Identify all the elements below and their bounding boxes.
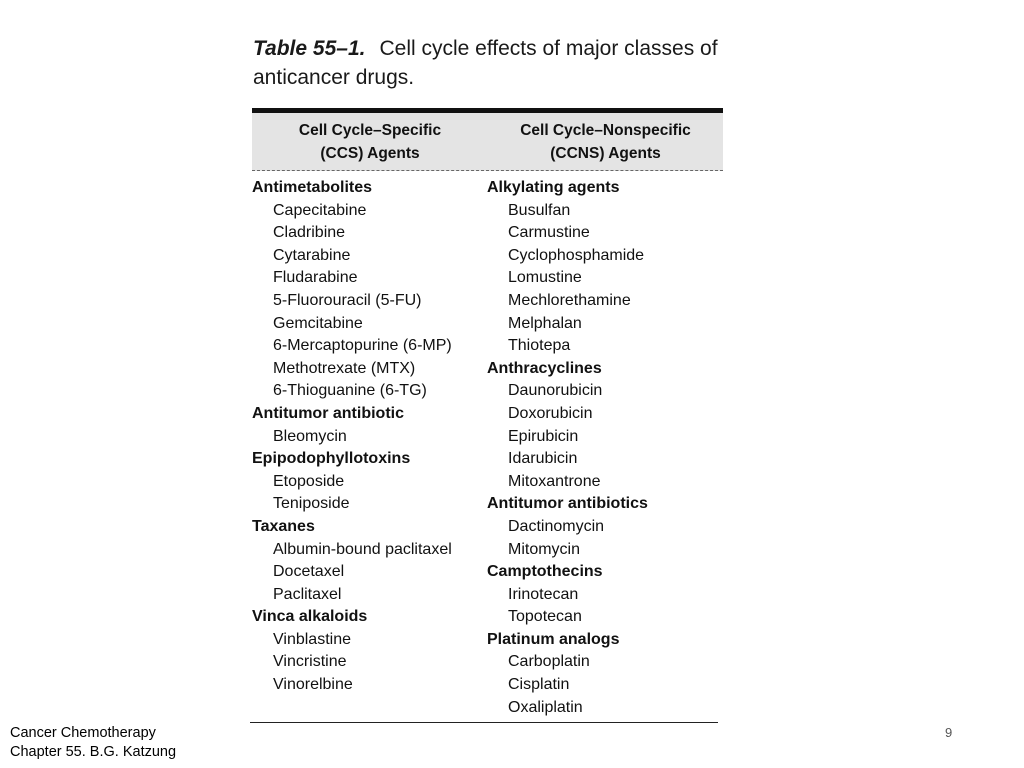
header-ccns-line1: Cell Cycle–Nonspecific — [520, 121, 691, 139]
ccs-drug-item: Methotrexate (MTX) — [273, 359, 416, 377]
ccs-drug-item: 5-Fluorouracil (5-FU) — [273, 291, 422, 309]
ccns-drug-item: Idarubicin — [508, 450, 578, 468]
ccs-group-heading: Vinca alkaloids — [252, 608, 368, 626]
ccns-group-heading: Platinum analogs — [487, 630, 620, 648]
table-caption: Cell cycle effects of major classes of anticancer drugs. — [253, 37, 718, 89]
ccns-drug-item: Cisplatin — [508, 676, 570, 694]
ccs-drug-item: Vinblastine — [273, 630, 351, 648]
ccns-drug-item: Doxorubicin — [508, 404, 593, 422]
header-ccns — [488, 113, 723, 170]
ccs-column — [252, 177, 487, 719]
footer-line2: Chapter 55. B.G. Katzung — [10, 744, 177, 760]
ccs-drug-item: Capecitabine — [273, 201, 367, 219]
ccs-group-heading: Epipodophyllotoxins — [252, 450, 411, 468]
header-ccs — [252, 113, 488, 170]
table-number: Table 55–1. — [253, 37, 366, 60]
ccs-drug-item: Fludarabine — [273, 269, 358, 287]
ccs-drug-item: Albumin-bound paclitaxel — [273, 540, 452, 558]
ccns-drug-item: Mitomycin — [508, 540, 581, 558]
ccns-drug-item: Thiotepa — [508, 337, 571, 355]
footer-line1: Cancer Chemotherapy — [10, 725, 156, 741]
ccns-drug-item: Busulfan — [508, 201, 571, 219]
ccs-drug-item: Paclitaxel — [273, 585, 342, 603]
ccns-group-heading: Antitumor antibiotics — [487, 495, 648, 513]
ccns-drug-item: Carboplatin — [508, 653, 590, 671]
ccns-drug-item: Daunorubicin — [508, 382, 603, 400]
drug-table — [252, 108, 723, 719]
footer — [10, 724, 176, 762]
ccs-group-heading: Antitumor antibiotic — [252, 404, 404, 422]
ccns-drug-item: Topotecan — [508, 608, 582, 626]
table-bottom-rule — [250, 722, 718, 723]
table-header — [252, 113, 723, 171]
ccns-drug-item: Carmustine — [508, 224, 590, 242]
ccs-drug-item: Docetaxel — [273, 563, 345, 581]
ccs-group-heading: Taxanes — [252, 517, 315, 535]
ccs-drug-item: Vinorelbine — [273, 676, 353, 694]
ccs-drug-item: Teniposide — [273, 495, 350, 513]
ccs-drug-item: Gemcitabine — [273, 314, 363, 332]
ccns-drug-item: Oxaliplatin — [508, 698, 583, 716]
ccns-drug-item: Mitoxantrone — [508, 472, 601, 490]
header-ccs-line1: Cell Cycle–Specific — [298, 121, 442, 139]
ccns-drug-item: Epirubicin — [508, 427, 579, 445]
header-ccns-line2: (CCNS) Agents — [550, 144, 661, 162]
ccs-group-heading: Antimetabolites — [252, 179, 373, 196]
ccs-drug-item: 6-Thioguanine (6-TG) — [273, 382, 427, 400]
ccs-drug-item: Cladribine — [273, 224, 346, 242]
ccs-drug-item: Bleomycin — [273, 427, 347, 445]
page-number: 9 — [945, 725, 953, 740]
table-body — [252, 171, 723, 719]
ccns-drug-item: Lomustine — [508, 269, 582, 287]
table-title — [253, 34, 753, 92]
ccs-drug-item: Etoposide — [273, 472, 345, 490]
ccns-group-heading: Camptothecins — [487, 563, 603, 581]
ccns-drug-item: Mechlorethamine — [508, 291, 631, 309]
ccns-drug-item: Cyclophosphamide — [508, 246, 645, 264]
ccns-group-heading: Alkylating agents — [487, 179, 620, 196]
ccns-drug-item: Melphalan — [508, 314, 582, 332]
ccns-drug-item: Irinotecan — [508, 585, 579, 603]
ccns-column — [487, 177, 723, 719]
ccns-drug-item: Dactinomycin — [508, 517, 605, 535]
ccs-drug-item: Vincristine — [273, 653, 347, 671]
ccs-drug-item: Cytarabine — [273, 246, 351, 264]
ccns-group-heading: Anthracyclines — [487, 359, 602, 377]
ccs-drug-item: 6-Mercaptopurine (6-MP) — [273, 337, 452, 355]
header-ccs-line2: (CCS) Agents — [320, 144, 420, 162]
